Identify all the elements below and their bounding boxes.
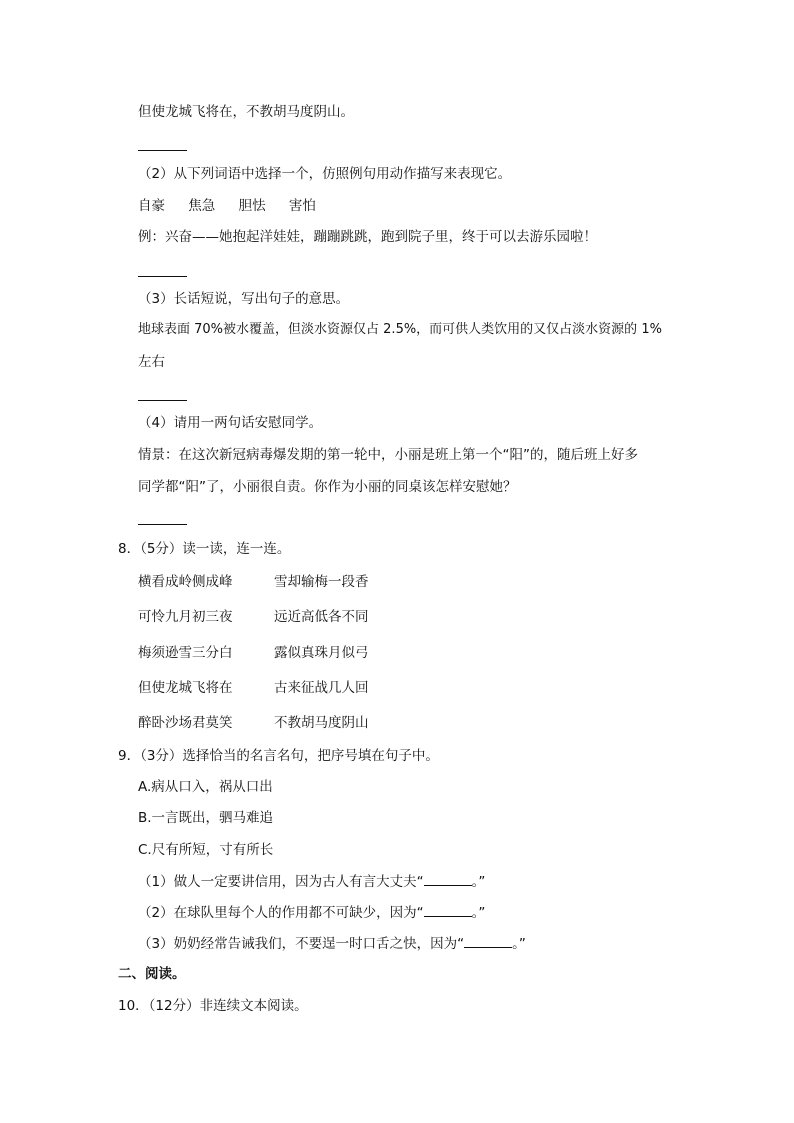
example-sentence: 例：兴奋——她抱起洋娃娃，蹦蹦跳跳，跑到院子里，终于可以去游乐园啦！ <box>138 229 597 245</box>
scenario-text: 情景：在这次新冠病毒爆发期的第一轮中，小丽是班上第一个“阳”的，随后班上好多 <box>138 447 638 463</box>
word-choices <box>138 196 335 216</box>
match-left-item[interactable]: 横看成岭侧成峰 <box>138 574 233 590</box>
match-left-item[interactable]: 醉卧沙场君莫笑 <box>138 715 233 731</box>
match-right-item[interactable]: 不教胡马度阴山 <box>274 715 369 731</box>
match-left-item[interactable]: 梅须逊雪三分白 <box>138 645 233 661</box>
match-right-item[interactable]: 远近高低各不同 <box>274 609 369 625</box>
q9-item-text: （1）做人一定要讲信用，因为古人有言大丈夫“ <box>138 874 424 890</box>
fill-blank[interactable] <box>464 933 512 948</box>
match-left-item[interactable]: 可怜九月初三夜 <box>138 609 233 625</box>
section-heading: 二、阅读。 <box>118 966 186 982</box>
answer-blank-3[interactable] <box>138 400 187 401</box>
q9-item-end: 。” <box>512 936 526 952</box>
q9-item-end: 。” <box>471 905 486 921</box>
q9-item-end: 。” <box>471 874 486 890</box>
q7-part4-prompt: （4）请用一两句话安慰同学。 <box>138 415 323 431</box>
q8-title: 8．（5分）读一读，连一连。 <box>118 541 291 557</box>
word-choice: 焦急 <box>188 198 216 214</box>
q9-title: 9．（3分）选择恰当的名言名句，把序号填在句子中。 <box>118 748 439 764</box>
q9-item-1 <box>138 871 485 892</box>
answer-blank-4[interactable] <box>138 524 187 525</box>
fill-blank[interactable] <box>424 871 472 886</box>
match-right-item[interactable]: 古来征战几人回 <box>274 680 369 696</box>
scenario-text-cont: 同学都“阳”了，小丽很自责。你作为小丽的同桌该怎样安慰她？ <box>138 479 517 495</box>
option-c: C.尺有所短，寸有所长 <box>138 842 274 858</box>
match-right-item[interactable]: 露似真珠月似弓 <box>274 645 369 661</box>
option-b: B.一言既出，驷马难追 <box>138 810 274 826</box>
answer-blank-1[interactable] <box>138 150 187 151</box>
word-choice: 胆怯 <box>238 198 266 214</box>
match-left-item[interactable]: 但使龙城飞将在 <box>138 680 233 696</box>
match-right-item[interactable]: 雪却输梅一段香 <box>274 574 369 590</box>
q7-part3-prompt: （3）长话短说，写出句子的意思。 <box>138 291 350 307</box>
q7-part3-text: 地球表面 70%被水覆盖，但淡水资源仅占 2.5%，而可供人类饮用的又仅占淡水资源的 1% <box>138 322 662 337</box>
q9-item-2 <box>138 902 485 923</box>
word-choice: 自豪 <box>138 198 165 214</box>
poem-line: 但使龙城飞将在，不教胡马度阴山。 <box>138 104 354 120</box>
fill-blank[interactable] <box>424 902 472 917</box>
answer-blank-2[interactable] <box>138 276 187 277</box>
q9-item-text: （2）在球队里每个人的作用都不可缺少，因为“ <box>138 905 424 921</box>
word-choice: 害怕 <box>288 198 316 214</box>
option-a: A.病从口入，祸从口出 <box>138 779 273 795</box>
q10-title: 10．（12分）非连续文本阅读。 <box>118 998 308 1014</box>
q7-part2-prompt: （2）从下列词语中选择一个，仿照例句用动作描写来表现它。 <box>138 166 512 182</box>
q7-part3-text-cont: 左右 <box>138 354 165 370</box>
q9-item-text: （3）奶奶经常告诫我们，不要逞一时口舌之快，因为“ <box>138 936 465 952</box>
q9-item-3 <box>138 933 526 954</box>
